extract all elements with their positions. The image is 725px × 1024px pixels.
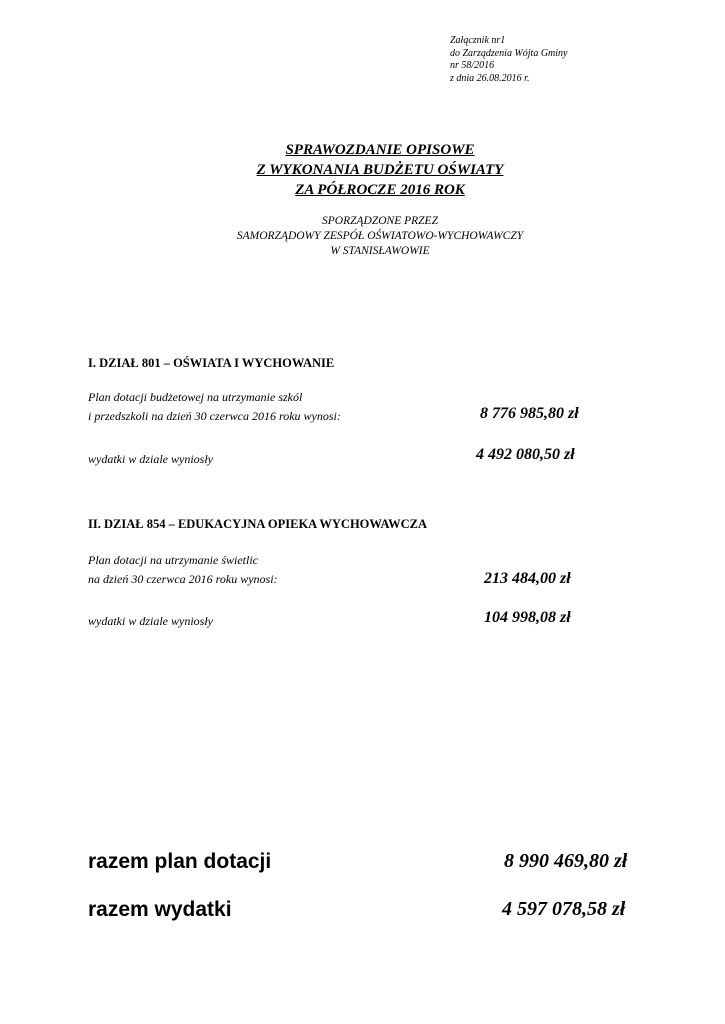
section1-heading: I. DZIAŁ 801 – OŚWIATA I WYCHOWANIE <box>88 356 335 370</box>
section2-plan-line: Plan dotacji na utrzymanie świetlic <box>88 553 258 567</box>
annex-line: nr 58/2016 <box>450 60 495 72</box>
section1-expenses-amount: 4 492 080,50 zł <box>476 446 575 463</box>
prepared-line: SAMORZĄDOWY ZESPÓŁ OŚWIATOWO-WYCHOWAWCZY <box>236 230 524 242</box>
annex-line: z dnia 26.08.2016 r. <box>450 73 530 85</box>
document-title <box>0 140 725 200</box>
section2-plan-description <box>88 551 278 589</box>
section2-heading: II. DZIAŁ 854 – EDUKACYJNA OPIEKA WYCHOWAWCZA <box>88 517 428 531</box>
section2-expenses-amount: 104 998,08 zł <box>484 609 571 626</box>
section1-plan-amount: 8 776 985,80 zł <box>480 405 579 422</box>
prepared-line: W STANISŁAWOWIE <box>330 245 430 257</box>
section2-expenses-label: wydatki w dziale wyniosły <box>88 614 213 628</box>
title-line: SPRAWOZDANIE OPISOWE <box>285 142 475 158</box>
title-line: ZA PÓŁROCZE 2016 ROK <box>295 182 465 198</box>
prepared-by <box>0 214 725 259</box>
section2-plan-line: na dzień 30 czerwca 2016 roku wynosi: <box>88 572 278 586</box>
annex-note <box>450 35 568 86</box>
total-plan-label: razem plan dotacji <box>88 850 272 873</box>
title-line: Z WYKONANIA BUDŻETU OŚWIATY <box>256 162 504 178</box>
total-expenses-label: razem wydatki <box>88 898 232 921</box>
total-expenses-amount: 4 597 078,58 zł <box>502 898 626 920</box>
total-plan-amount: 8 990 469,80 zł <box>504 850 628 872</box>
section1-plan-line: i przedszkoli na dzień 30 czerwca 2016 roku wynosi: <box>88 409 341 423</box>
annex-line: Załącznik nr1 <box>450 35 506 46</box>
section1-plan-line: Plan dotacji budżetowej na utrzymanie szkól <box>88 390 303 404</box>
section1-plan-description <box>88 388 341 426</box>
prepared-line: SPORZĄDZONE PRZEZ <box>322 215 438 227</box>
section1-expenses-label: wydatki w dziale wyniosły <box>88 452 213 466</box>
annex-line: do Zarządzenia Wójta Gminy <box>450 47 568 59</box>
section2-plan-amount: 213 484,00 zł <box>484 570 571 587</box>
